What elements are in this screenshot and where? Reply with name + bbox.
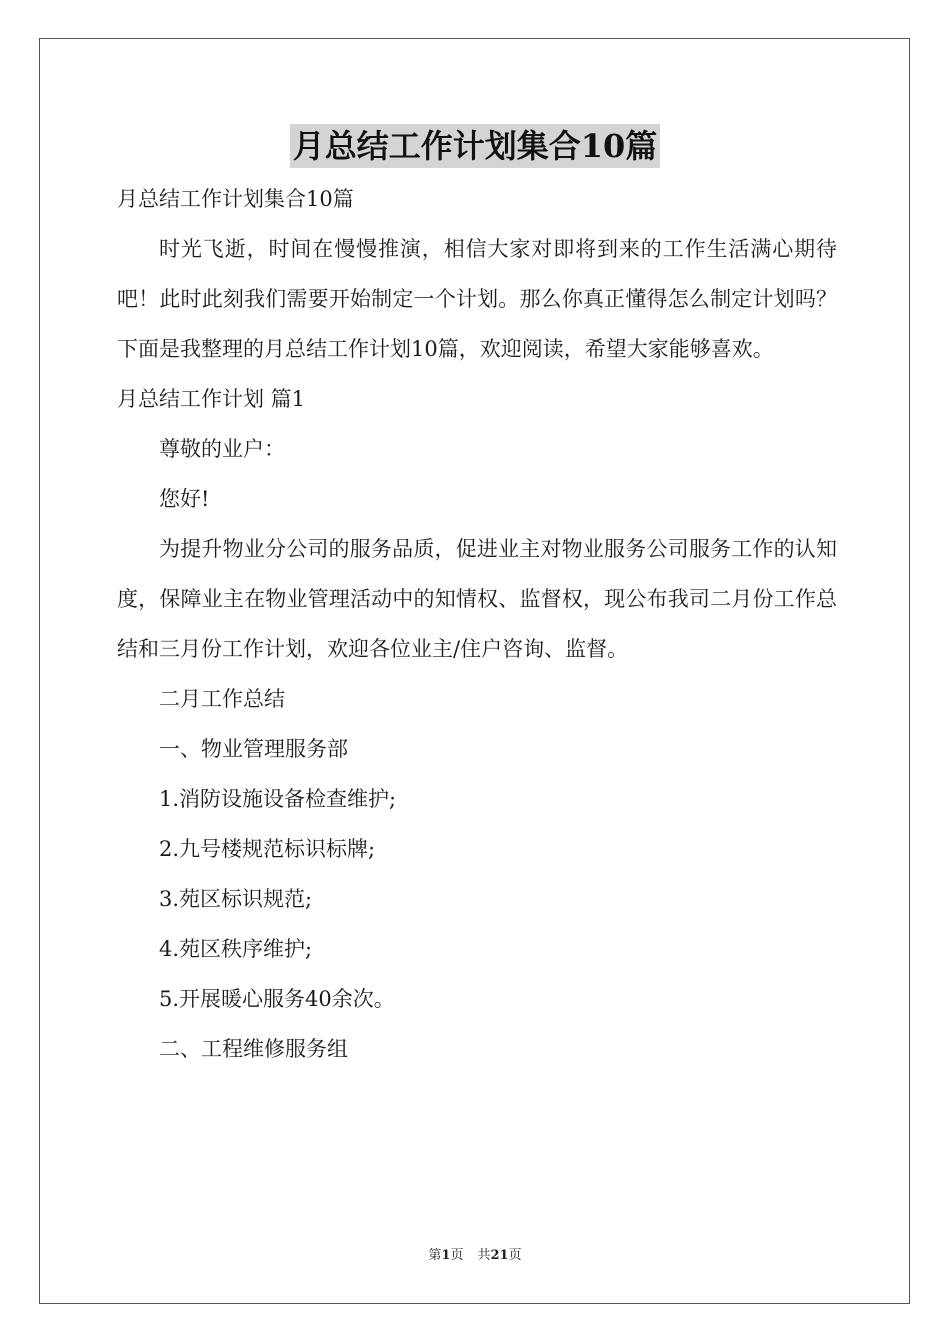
list-item: 5.开展暖心服务40余次。 xyxy=(159,987,395,1011)
page-label-suffix: 页 xyxy=(450,1248,464,1263)
list-item: 1.消防设施设备检查维护; xyxy=(159,787,397,811)
dept2-heading: 二、工程维修服务组 xyxy=(159,1037,348,1061)
list-item: 4.苑区秩序维护; xyxy=(159,937,313,961)
page-footer xyxy=(0,1246,950,1266)
summary-heading: 二月工作总结 xyxy=(159,687,285,711)
page-total: 21 xyxy=(490,1248,509,1263)
greeting: 尊敬的业户： xyxy=(159,437,285,461)
total-label-suffix: 页 xyxy=(508,1248,522,1263)
salutation: 您好! xyxy=(159,487,210,511)
document-body xyxy=(117,174,837,1074)
notice-paragraph: 为提升物业分公司的服务品质，促进业主对物业服务公司服务工作的认知度，保障业主在物业管理活动中的知情权、监督权，现公布我司二月份工作总结和三月份工作计划，欢迎各位业主/住户咨询、监督。 xyxy=(117,537,837,661)
intro-paragraph: 时光飞逝，时间在慢慢推演，相信大家对即将到来的工作生活满心期待吧！此时此刻我们需要开始制定一个计划。那么你真正懂得怎么制定计划吗？下面是我整理的月总结工作计划10篇，欢迎阅读，希望大家能够喜欢。 xyxy=(117,237,837,361)
list-item: 3.苑区标识规范; xyxy=(159,887,313,911)
page-label-prefix: 第 xyxy=(428,1248,442,1263)
dept1-heading: 一、物业管理服务部 xyxy=(159,737,348,761)
total-label-prefix: 共 xyxy=(477,1248,491,1263)
subtitle: 月总结工作计划集合10篇 xyxy=(117,187,354,211)
title-container xyxy=(0,124,950,168)
page-current: 1 xyxy=(441,1248,451,1263)
list-item: 2.九号楼规范标识标牌; xyxy=(159,837,376,861)
section-heading: 月总结工作计划 篇1 xyxy=(117,387,306,411)
document-title: 月总结工作计划集合10篇 xyxy=(290,124,661,168)
